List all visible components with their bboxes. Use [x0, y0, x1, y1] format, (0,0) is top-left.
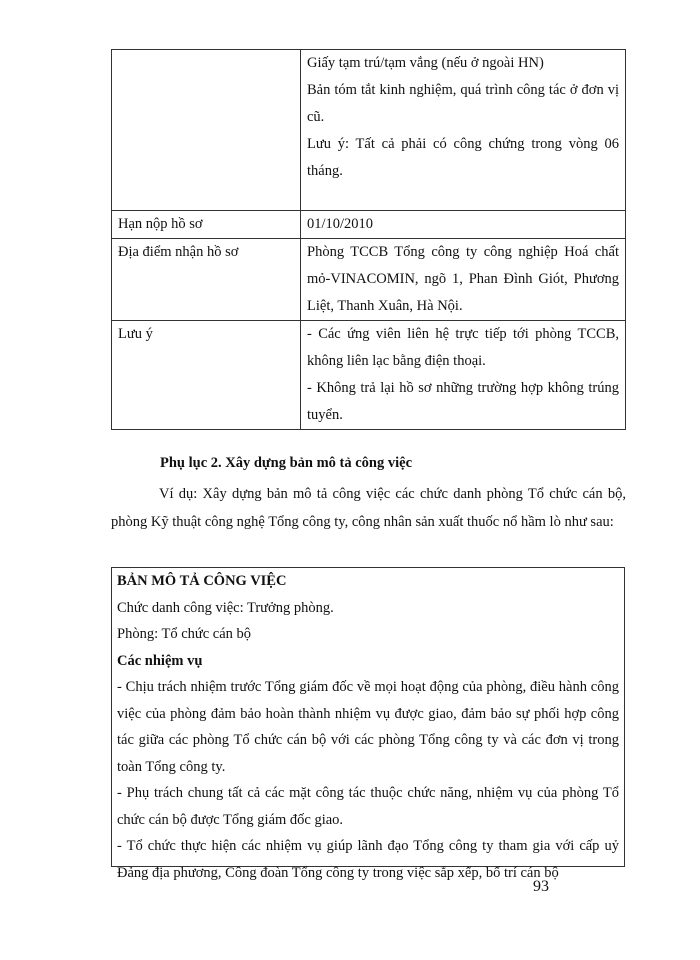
table-cell-note [301, 321, 626, 430]
table-cell-label: Hạn nộp hồ sơ [112, 211, 301, 239]
table-cell-empty [112, 50, 301, 211]
table-row [112, 211, 626, 239]
job-position: Chức danh công việc: Trưởng phòng. [117, 599, 334, 616]
page-number: 93 [533, 878, 549, 895]
job-description-box [111, 567, 625, 881]
tasks-heading: Các nhiệm vụ [117, 652, 203, 669]
table-cell-label: Địa điểm nhận hồ sơ [112, 239, 301, 321]
appendix-heading: Phụ lục 2. Xây dựng bản mô tả công việc [160, 455, 413, 471]
appendix-intro-text: Ví dụ: Xây dựng bản mô tả công việc các chức danh phòng Tổ chức cán bộ, phòng Kỹ thuật công nghệ Tổng công ty, công nhân sản xuất thuốc nổ hầm lò như sau: [111, 486, 626, 530]
table-cell-value: Phòng TCCB Tổng công ty công nghiệp Hoá chất mỏ-VINACOMIN, ngõ 1, Phan Đình Giót, Phương Liệt, Thanh Xuân, Hà Nội. [301, 239, 626, 321]
table-cell-documents [301, 50, 626, 211]
table-cell-value: 01/10/2010 [301, 211, 626, 239]
job-department: Phòng: Tổ chức cán bộ [117, 626, 252, 642]
document-item: Bản tóm tắt kinh nghiệm, quá trình công tác ở đơn vị cũ. [307, 82, 619, 125]
appendix-intro [111, 480, 626, 536]
document-item: Giấy tạm trú/tạm vắng (nếu ở ngoài HN) [307, 55, 544, 71]
task-item: - Chịu trách nhiệm trước Tổng giám đốc về mọi hoạt động của phòng, điều hành công việc của phòng đảm bảo hoàn thành nhiệm vụ được giao, đảm bảo sự phối hợp công tác giữa các phòng Tổ chức cán bộ với các phòng Tổng công ty và các đơn vị trong toàn Tổng công ty. [117, 679, 619, 775]
table-row [112, 321, 626, 430]
table-row [112, 239, 626, 321]
table-row [112, 50, 626, 211]
note-item: - Các ứng viên liên hệ trực tiếp tới phòng TCCB, không liên lạc bằng điện thoại. [307, 326, 619, 369]
note-item: - Không trả lại hồ sơ những trường hợp không trúng tuyển. [307, 380, 619, 423]
task-item: - Phụ trách chung tất cả các mặt công tác thuộc chức năng, nhiệm vụ của phòng Tổ chức cán bộ được Tổng giám đốc giao. [117, 785, 619, 828]
job-description-title: BẢN MÔ TẢ CÔNG VIỆC [117, 573, 287, 589]
recruitment-info-table [111, 49, 626, 430]
table-cell-label: Lưu ý [112, 321, 301, 430]
document-item: Lưu ý: Tất cả phải có công chứng trong vòng 06 tháng. [307, 136, 619, 179]
task-item: - Tổ chức thực hiện các nhiệm vụ giúp lãnh đạo Tổng công ty tham gia với cấp uỷ Đảng địa phương, Công đoàn Tổng công ty trong việc sắp xếp, bố trí cán bộ [117, 838, 619, 881]
